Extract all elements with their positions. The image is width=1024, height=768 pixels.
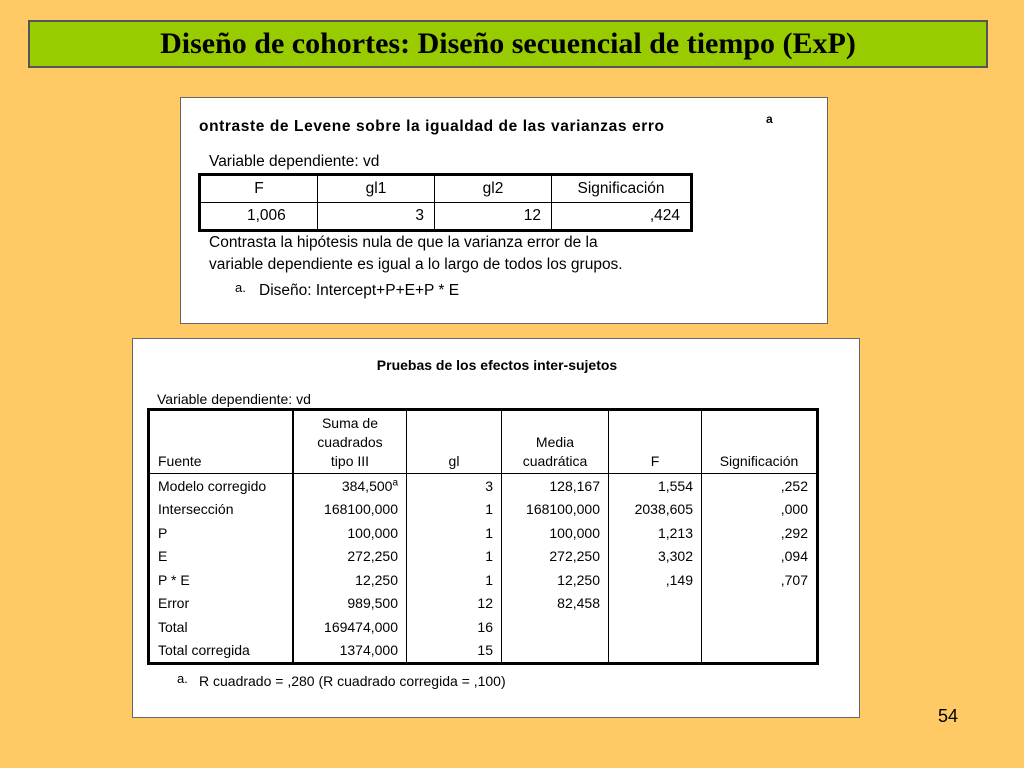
effects-header-ms xyxy=(502,410,609,474)
levene-dependent-variable: Variable dependiente: vd xyxy=(209,153,380,170)
row-ms: 128,167 xyxy=(502,474,609,498)
levene-title-superscript: a xyxy=(766,112,773,126)
row-df: 1 xyxy=(407,545,502,569)
row-source: E xyxy=(149,545,294,569)
row-ss-superscript: a xyxy=(392,477,398,489)
row-f xyxy=(609,592,702,616)
row-ms xyxy=(502,615,609,639)
effects-test-panel xyxy=(132,338,860,718)
table-row xyxy=(149,568,818,592)
row-ss-value: 384,500 xyxy=(341,477,393,494)
page-number: 54 xyxy=(938,706,959,726)
row-ms: 100,000 xyxy=(502,521,609,545)
effects-header-f: F xyxy=(609,410,702,474)
row-sig xyxy=(702,615,818,639)
levene-table xyxy=(198,173,693,232)
effects-footnote: R cuadrado = ,280 (R cuadrado corregida = ,100) xyxy=(199,673,506,689)
row-source: P * E xyxy=(149,568,294,592)
levene-note-line2: variable dependiente es igual a lo largo de todos los grupos. xyxy=(209,256,623,273)
levene-value-gl2: 12 xyxy=(435,203,552,231)
table-row xyxy=(149,639,818,664)
effects-header-ss-line1: Suma de xyxy=(321,415,379,431)
effects-header-ss-line2: cuadrados xyxy=(317,434,383,450)
row-source: Total xyxy=(149,615,294,639)
effects-header-row xyxy=(149,410,818,474)
levene-value-gl1: 3 xyxy=(318,203,435,231)
effects-header-sig: Significación xyxy=(702,410,818,474)
slide-title-bar xyxy=(28,20,988,68)
row-f: 1,554 xyxy=(609,474,702,498)
row-ms xyxy=(502,639,609,664)
effects-dependent-variable: Variable dependiente: vd xyxy=(157,391,311,407)
row-f xyxy=(609,615,702,639)
row-source: Error xyxy=(149,592,294,616)
effects-body xyxy=(149,474,818,664)
row-ms: 272,250 xyxy=(502,545,609,569)
row-f xyxy=(609,639,702,664)
effects-table xyxy=(147,408,819,665)
row-ss: 168100,000 xyxy=(293,498,407,522)
levene-note-line1: Contrasta la hipótesis nula de que la varianza error de la xyxy=(209,234,598,251)
row-ss xyxy=(293,474,407,498)
levene-header-gl2: gl2 xyxy=(435,175,552,203)
row-source: Intersección xyxy=(149,498,294,522)
row-sig: ,094 xyxy=(702,545,818,569)
effects-header-df: gl xyxy=(407,410,502,474)
row-df: 3 xyxy=(407,474,502,498)
row-df: 15 xyxy=(407,639,502,664)
levene-footnote-marker: a. xyxy=(235,280,246,295)
levene-header-f: F xyxy=(200,175,318,203)
row-df: 1 xyxy=(407,568,502,592)
row-ss: 272,250 xyxy=(293,545,407,569)
levene-footnote: Diseño: Intercept+P+E+P * E xyxy=(259,282,460,299)
row-source: P xyxy=(149,521,294,545)
slide-title: Diseño de cohortes: Diseño secuencial de tiempo (ExP) xyxy=(160,27,856,60)
levene-value-row xyxy=(200,203,692,231)
levene-value-f: 1,006 xyxy=(247,207,286,224)
row-sig: ,292 xyxy=(702,521,818,545)
row-ss: 989,500 xyxy=(293,592,407,616)
row-sig xyxy=(702,639,818,664)
levene-header-row xyxy=(200,175,692,203)
effects-header-ss-line3: tipo III xyxy=(330,453,370,469)
table-row xyxy=(149,592,818,616)
row-ms: 168100,000 xyxy=(502,498,609,522)
row-df: 1 xyxy=(407,498,502,522)
row-f: ,149 xyxy=(609,568,702,592)
effects-header-ms-line2: cuadrática xyxy=(522,453,588,469)
row-df: 16 xyxy=(407,615,502,639)
effects-header-ss xyxy=(293,410,407,474)
table-row xyxy=(149,474,818,498)
row-f: 2038,605 xyxy=(609,498,702,522)
row-f: 1,213 xyxy=(609,521,702,545)
effects-header-source: Fuente xyxy=(149,410,294,474)
row-source: Total corregida xyxy=(149,639,294,664)
levene-header-sig: Significación xyxy=(552,175,692,203)
table-row xyxy=(149,545,818,569)
levene-header-gl1: gl1 xyxy=(318,175,435,203)
row-f: 3,302 xyxy=(609,545,702,569)
row-sig: ,707 xyxy=(702,568,818,592)
levene-value-sig: ,424 xyxy=(552,203,692,231)
row-ss: 169474,000 xyxy=(293,615,407,639)
effects-header-ms-line1: Media xyxy=(535,434,575,450)
row-df: 1 xyxy=(407,521,502,545)
row-sig xyxy=(702,592,818,616)
row-ms: 12,250 xyxy=(502,568,609,592)
row-source: Modelo corregido xyxy=(149,474,294,498)
levene-title: ontraste de Levene sobre la igualdad de las varianzas erro xyxy=(199,118,665,135)
effects-footnote-marker: a. xyxy=(177,671,188,686)
levene-test-panel xyxy=(180,97,828,324)
row-sig: ,252 xyxy=(702,474,818,498)
table-row xyxy=(149,615,818,639)
row-ss: 1374,000 xyxy=(293,639,407,664)
row-sig: ,000 xyxy=(702,498,818,522)
table-row xyxy=(149,498,818,522)
levene-note xyxy=(209,232,623,276)
table-row xyxy=(149,521,818,545)
row-ms: 82,458 xyxy=(502,592,609,616)
effects-title: Pruebas de los efectos inter-sujetos xyxy=(376,357,618,373)
row-ss: 12,250 xyxy=(293,568,407,592)
row-ss: 100,000 xyxy=(293,521,407,545)
row-df: 12 xyxy=(407,592,502,616)
